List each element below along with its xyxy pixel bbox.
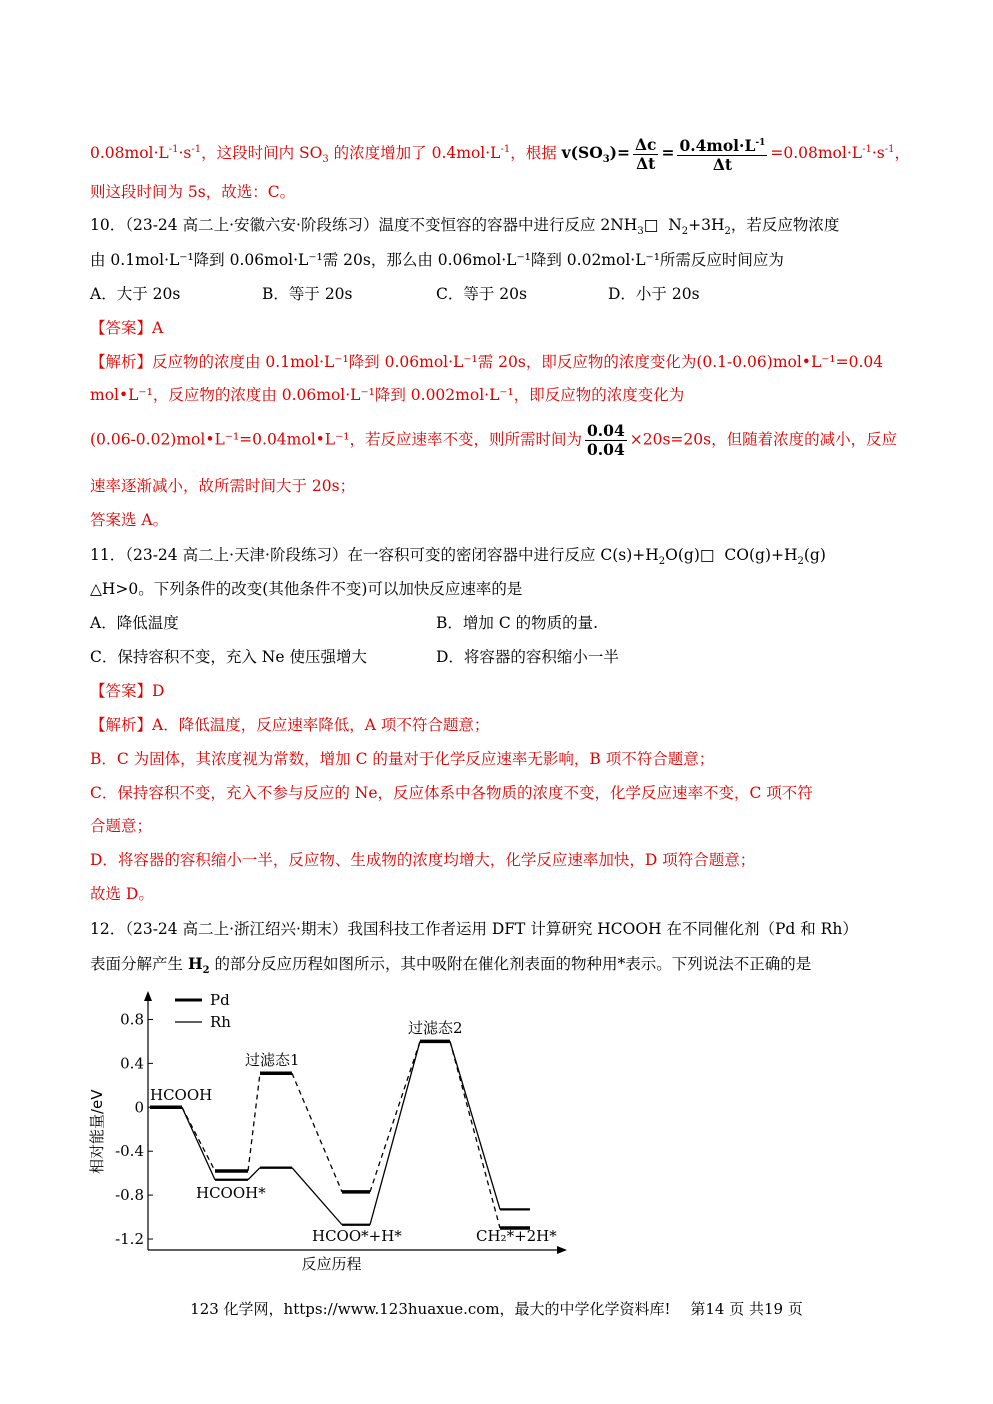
y-tick-label: -0.4 xyxy=(115,1142,144,1161)
x-axis-arrow xyxy=(557,1246,567,1254)
question-12-stem-line2: 表面分解产生 $H_2$ 的部分反应历程如图所示，其中吸附在催化剂表面的物种用*表示。下列说法不正确的是 xyxy=(90,954,812,977)
y-tick-label: -0.8 xyxy=(115,1186,144,1205)
chart-axes xyxy=(115,991,567,1254)
state-label: HCOOH* xyxy=(196,1184,266,1202)
question-12-stem: 12．（23-24 高二上·浙江绍兴·期末）我国科技工作者运用 DFT 计算研究 HCOOH 在不同催化剂（Pd 和 Rh） xyxy=(90,920,858,938)
q10-explanation-1: 【解析】反应物的浓度由 0.1mol·L⁻¹降到 0.06mol·L⁻¹需 20s，即反应物的浓度变化为(0.1-0.06)mol•L⁻¹=0.04 xyxy=(90,353,884,371)
q10-explanation-3: (0.06-0.02)mol•L⁻¹=0.04mol•L⁻¹，若反应速率不变，则所需时间为 $\frac{0.04}{0.04}$ ×20s=20s，但随着浓度的减小，反应 xyxy=(90,421,898,459)
y-tick-label: 0 xyxy=(134,1098,144,1117)
q10-answer: 【答案】A xyxy=(90,319,164,337)
q11-option-b[interactable]: B．增加 C 的物质的量. xyxy=(436,614,599,632)
q10-explanation-2: mol•L⁻¹，反应物的浓度由 0.06mol·L⁻¹降到 0.002mol·L⁻¹，即反应物的浓度变化为 xyxy=(90,386,685,404)
q10-option-a[interactable]: A．大于 20s xyxy=(90,285,181,303)
state-label: HCOO*+H* xyxy=(312,1227,402,1245)
legend-label-pd: Pd xyxy=(210,991,230,1009)
q11-answer: 【答案】D xyxy=(90,682,165,700)
y-tick-label: 0.4 xyxy=(120,1054,144,1073)
question-10-stem-line2: 由 0.1mol·L⁻¹降到 0.06mol·L⁻¹需 20s，那么由 0.06mol·L⁻¹降到 0.02mol·L⁻¹所需反应时间应为 xyxy=(90,251,784,269)
transition-rh xyxy=(370,1041,420,1224)
energy-profile-chart xyxy=(80,985,580,1285)
y-tick-label: -1.2 xyxy=(115,1230,144,1249)
transition-rh xyxy=(182,1107,215,1179)
state-label: HCOOH xyxy=(150,1086,213,1104)
state-label: CH₂*+2H* xyxy=(476,1227,557,1245)
explanation-line-2: 则这段时间为 5s，故选：C。 xyxy=(90,183,296,201)
state-label: 过滤态1 xyxy=(245,1051,300,1069)
rate-formula: $v(SO_3)=$ xyxy=(561,143,630,166)
q11-option-d[interactable]: D．将容器的容积缩小一半 xyxy=(436,648,619,666)
transition-rh xyxy=(292,1168,342,1225)
transition-rh xyxy=(450,1041,500,1209)
question-10-stem: 10．（23-24 高二上·安徽六安·阶段练习）温度不变恒容的容器中进行反应 $2NH_3□$ $N_2+3H_2$，若反应物浓度 xyxy=(90,216,840,238)
q10-option-b[interactable]: B．等于 20s xyxy=(262,285,353,303)
transition-pd xyxy=(450,1041,500,1228)
page-footer: 123 化学网，https://www.123huaxue.com，最大的中学化学资料库! 第14 页 共19 页 xyxy=(190,1300,803,1318)
q11-explanation-3: C．保持容积不变，充入不参与反应的 Ne，反应体系中各物质的浓度不变，化学反应速率不变，C 项不符 xyxy=(90,784,813,802)
transition-pd xyxy=(248,1073,260,1171)
fraction-ratio: $\frac{0.04}{0.04}$ xyxy=(587,421,625,459)
q10-explanation-4: 速率逐渐减小，故所需时间大于 20s； xyxy=(90,477,356,495)
question-11-stem-line2: △H>0。下列条件的改变(其他条件不变)可以加快反应速率的是 xyxy=(90,580,523,598)
q11-explanation-6: 故选 D。 xyxy=(90,885,154,903)
explanation-line-1: $0.08mol\cdot L^{-1}\cdot s^{-1}$，这段时间内 $SO_3$ 的浓度增加了 $0.4mol\cdot L^{-1}$，根据 $v(SO_3)=$ $\frac{\Delta c}{\Delta t}$ = $\frac{0.4mol\cdot L^{-1}}{\Delta t}$ $=0.08mol\cdot L^{-1}\cdot s^{-1}$， xyxy=(90,134,910,175)
chart-labels xyxy=(88,991,557,1273)
q10-explanation-5: 答案选 A。 xyxy=(90,511,169,529)
fraction-value: $\frac{0.4mol\cdot L^{-1}}{\Delta t}$ xyxy=(677,134,767,174)
legend-label-rh: Rh xyxy=(210,1013,231,1031)
y-tick-label: 0.8 xyxy=(120,1010,144,1029)
transition-pd xyxy=(370,1041,420,1191)
q11-option-c[interactable]: C．保持容积不变，充入 Ne 使压强增大 xyxy=(90,648,367,666)
q11-explanation-1: 【解析】A．降低温度，反应速率降低，A 项不符合题意； xyxy=(90,716,490,734)
fraction-dc-dt: $\frac{\Delta c}{\Delta t}$ xyxy=(635,134,657,173)
y-axis-label: 相对能量/eV xyxy=(88,1089,106,1174)
q11-option-a[interactable]: A．降低温度 xyxy=(90,614,179,632)
question-11-stem: 11．（23-24 高二上·天津·阶段练习）在一容积可变的密闭容器中进行反应 $C(s)+H_2O(g)□$ $CO(g)+H_2(g)$ xyxy=(90,546,826,568)
q11-explanation-2: B．C 为固体，其浓度视为常数，增加 C 的量对于化学反应速率无影响，B 项不符合题意； xyxy=(90,750,715,768)
x-axis-label: 反应历程 xyxy=(301,1255,362,1273)
y-axis-arrow xyxy=(144,991,152,1001)
q10-option-c[interactable]: C．等于 20s xyxy=(436,285,527,303)
state-label: 过滤态2 xyxy=(408,1019,463,1037)
transition-rh xyxy=(248,1168,260,1180)
transition-pd xyxy=(292,1073,342,1192)
q11-explanation-5: D．将容器的容积缩小一半，反应物、生成物的浓度均增大，化学反应速率加快，D 项符合题意； xyxy=(90,851,756,869)
q11-explanation-4: 合题意； xyxy=(90,817,153,835)
q10-option-d[interactable]: D．小于 20s xyxy=(608,285,700,303)
